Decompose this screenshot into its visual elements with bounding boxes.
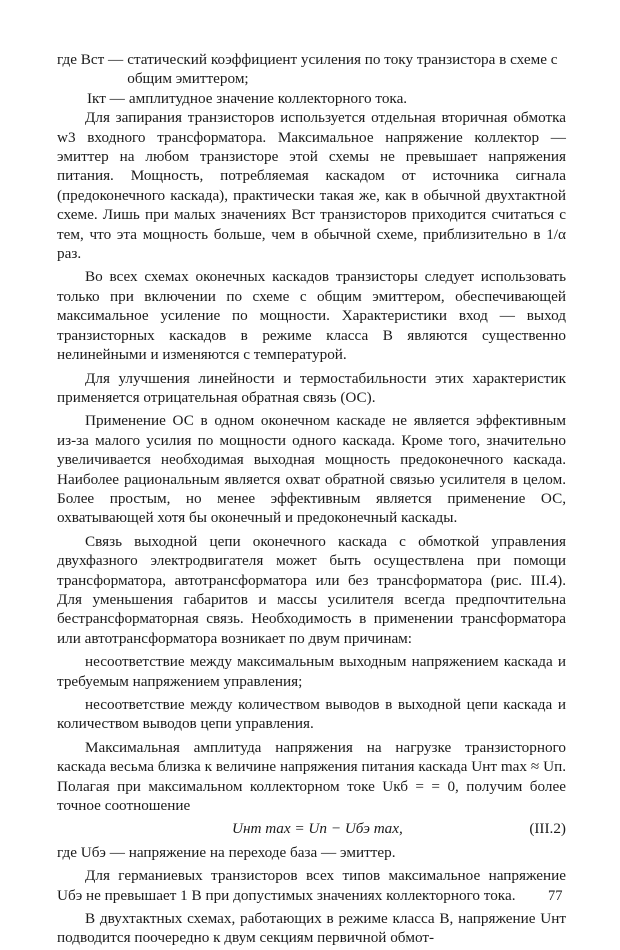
equation-number: (III.2) [529,820,566,838]
paragraph: Максимальная амплитуда напряжения на нагрузке транзисторного каскада весьма близка к величине напряжения питания каскада Uнт max ≈ Uп. Полагая при максимальном коллекторном токе Uкб = = 0, получим более точное соотношение [57,738,566,815]
paragraph: В двухтактных схемах, работающих в режиме класса В, напряжение Uнт подводится поочередно к двум секциям первичной обмот- [57,910,566,947]
paragraph: Применение ОС в одном оконечном каскаде не является эффективным из-за малого усилия по мощности одного каскада. Кроме того, значительно увеличивается необходимая выходная мощность предоконечного каскада. Наиболее рациональным является охват обратной связью усилителя в целом. Более простым, но менее эффективным является применение ОС, охватывающей хотя бы оконечный и предоконечный каскады. [57,412,566,527]
equation [57,819,566,838]
paragraph: Во всех схемах оконечных каскадов транзисторы следует использовать только при включении по схеме с общим эмиттером, обеспечивающей максимальное усиление по мощности. Характеристики вход — выход транзисторных каскадов в режиме класса В являются существенно нелинейными и изменяются с температурой. [57,268,566,364]
paragraph: Для запирания транзисторов используется отдельная вторичная обмотка w3 входного трансформатора. Максимальное напряжение коллектор — эмиттер на любом транзисторе этой схемы не превышает напряжения питания. Мощность, потребляемая каскадом от источника сигнала (предоконечного каскада), практически такая же, как в обычной двухтактной схеме. Лишь при малых значениях Bст транзисторов приходится считаться с тем, что эта мощность больше, чем в обычной схеме, приблизительно в 1/α раз. [57,109,566,263]
definition-term: Iкт — [87,89,125,107]
equation-expression: Uнт max = Uп − Uбэ max, [232,820,403,838]
page-body [57,50,566,948]
paragraph: где Uбэ — напряжение на переходе база — эмиттер. [57,843,396,861]
definition-term: где Bст — [57,51,124,68]
list-item: несоответствие между количеством выводов в выходной цепи каскада и количеством выводов цепи управления. [57,696,566,733]
definition-text: статический коэффициент усиления по току транзистора в схеме с общим эмиттером; [127,51,558,88]
paragraph: Связь выходной цепи оконечного каскада с обмоткой управления двухфазного электродвигателя может быть осуществлена при помощи трансформатора, автотрансформатора или без трансформатора (рис. III.4). Для уменьшения габаритов и массы усилителя всегда предпочтительна бестрансформаторная связь. Необходимость в применении трансформатора или автотрансформатора возникает по двум причинам: [57,532,566,647]
page-number: 77 [548,888,563,904]
paragraph: Для германиевых транзисторов всех типов максимальное напряжение Uбэ не превышает 1 В при допустимых значениях коллекторного тока. [57,867,566,904]
paragraph: Для улучшения линейности и термостабильности этих характеристик применяется отрицательная обратная связь (ОС). [57,369,566,406]
list-item: несоответствие между максимальным выходным напряжением каскада и требуемым напряжением управления; [57,653,566,690]
definition-text: амплитудное значение коллекторного тока. [128,89,408,107]
definition-ikt [57,89,566,108]
definition-bst [57,50,566,89]
